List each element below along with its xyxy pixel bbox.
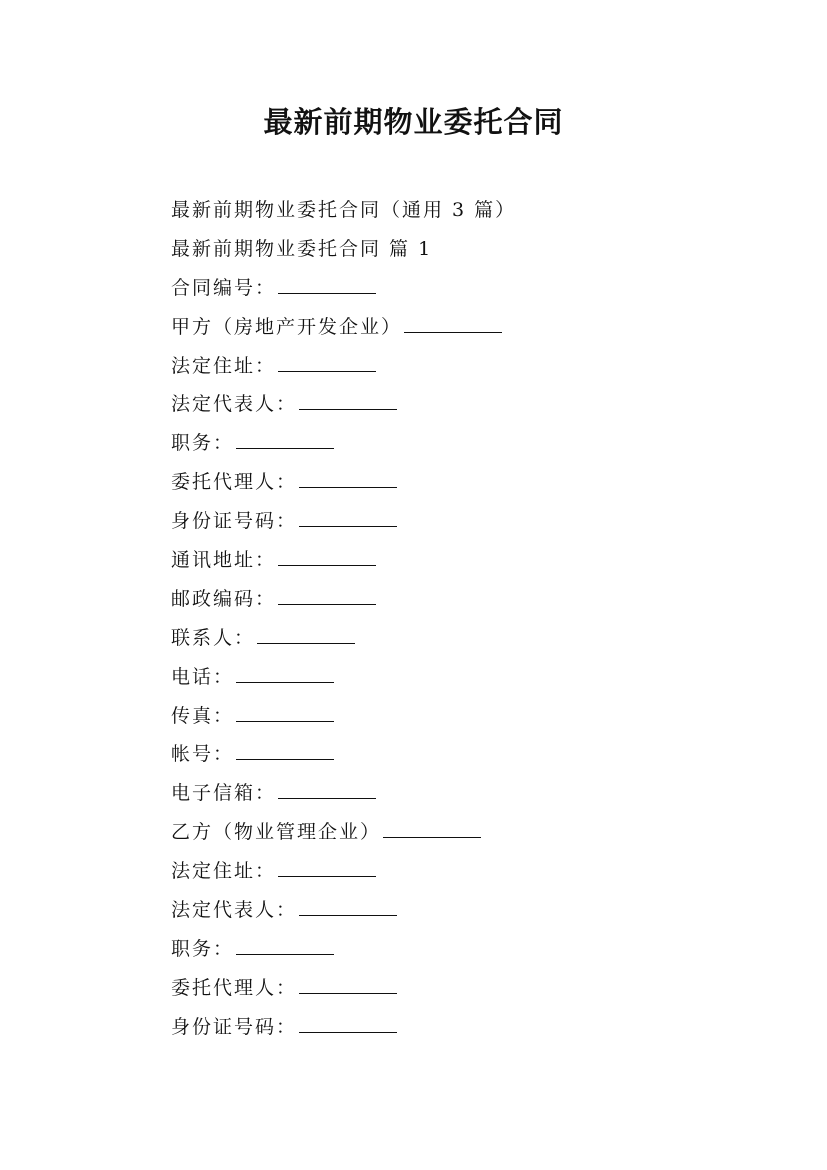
fill-in-blank xyxy=(278,370,376,372)
field-label: 委托代理人： xyxy=(171,976,298,999)
fill-in-blank xyxy=(383,836,481,838)
field-label: 电子信箱： xyxy=(171,782,277,805)
fill-in-blank xyxy=(299,408,397,410)
form-field-line xyxy=(171,930,771,969)
field-label: 委托代理人： xyxy=(171,471,298,494)
field-label: 联系人： xyxy=(171,626,256,649)
text-line xyxy=(171,230,771,269)
fill-in-blank xyxy=(236,447,334,449)
field-label: 身份证号码： xyxy=(171,1015,298,1038)
form-field-line xyxy=(171,269,771,308)
fill-in-blank xyxy=(236,953,334,955)
form-field-line xyxy=(171,891,771,930)
field-label: 法定住址： xyxy=(171,354,277,377)
fill-in-blank xyxy=(278,797,376,799)
field-label: 帐号： xyxy=(171,743,235,766)
form-field-line xyxy=(171,463,771,502)
form-field-line xyxy=(171,969,771,1008)
field-label: 甲方（房地产开发企业） xyxy=(171,315,403,338)
field-label: 通讯地址： xyxy=(171,549,277,572)
fill-in-blank xyxy=(257,642,355,644)
field-label: 法定代表人： xyxy=(171,899,298,922)
document-body xyxy=(171,191,771,1047)
line-text: 最新前期物业委托合同（通用 3 篇） xyxy=(171,199,517,221)
form-field-line xyxy=(171,347,771,386)
form-field-line xyxy=(171,774,771,813)
form-field-line xyxy=(171,1008,771,1047)
form-field-line xyxy=(171,580,771,619)
field-label: 身份证号码： xyxy=(171,510,298,533)
fill-in-blank xyxy=(236,720,334,722)
fill-in-blank xyxy=(278,875,376,877)
field-label: 合同编号： xyxy=(171,276,277,299)
form-field-line xyxy=(171,541,771,580)
field-label: 法定代表人： xyxy=(171,393,298,416)
form-field-line xyxy=(171,658,771,697)
form-field-line xyxy=(171,813,771,852)
fill-in-blank xyxy=(278,564,376,566)
fill-in-blank xyxy=(278,292,376,294)
fill-in-blank xyxy=(299,1031,397,1033)
fill-in-blank xyxy=(236,758,334,760)
field-label: 乙方（物业管理企业） xyxy=(171,821,382,844)
fill-in-blank xyxy=(278,603,376,605)
field-label: 邮政编码： xyxy=(171,587,277,610)
form-field-line xyxy=(171,385,771,424)
form-field-line xyxy=(171,735,771,774)
field-label: 传真： xyxy=(171,704,235,727)
form-field-line xyxy=(171,852,771,891)
fill-in-blank xyxy=(299,914,397,916)
fill-in-blank xyxy=(299,992,397,994)
document-title: 最新前期物业委托合同 xyxy=(263,105,564,139)
fill-in-blank xyxy=(236,681,334,683)
form-field-line xyxy=(171,424,771,463)
line-text: 最新前期物业委托合同 篇 1 xyxy=(171,237,433,260)
form-field-line xyxy=(171,619,771,658)
field-label: 职务： xyxy=(171,937,235,960)
field-label: 法定住址： xyxy=(171,860,277,883)
fill-in-blank xyxy=(404,331,502,333)
text-line xyxy=(171,191,771,230)
fill-in-blank xyxy=(299,525,397,527)
field-label: 电话： xyxy=(171,665,235,688)
fill-in-blank xyxy=(299,486,397,488)
field-label: 职务： xyxy=(171,432,235,455)
form-field-line xyxy=(171,502,771,541)
form-field-line xyxy=(171,308,771,347)
form-field-line xyxy=(171,697,771,736)
